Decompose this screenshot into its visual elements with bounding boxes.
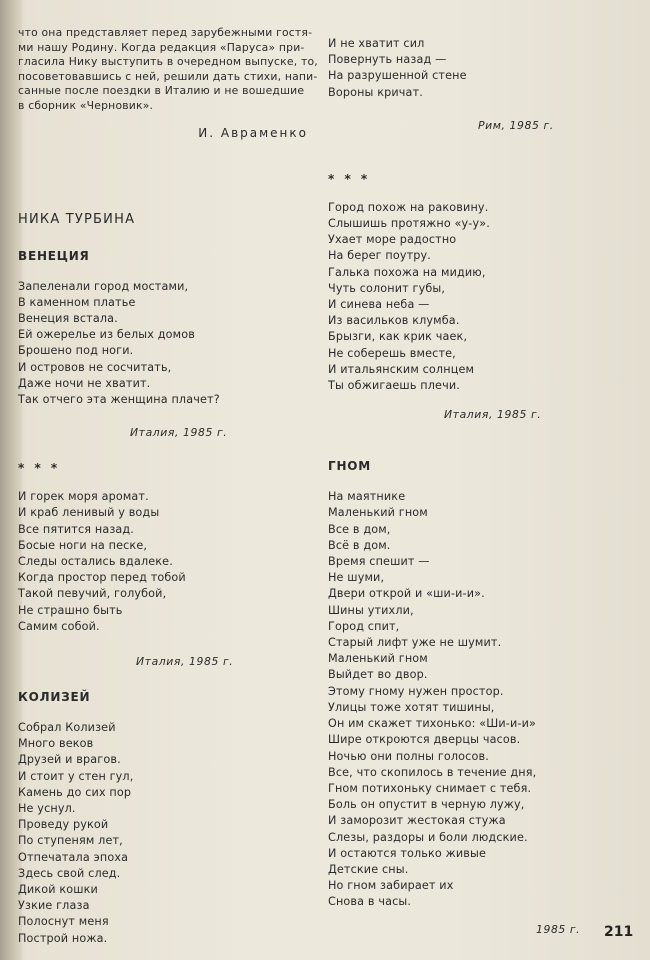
poem-title-venetsiya: ВЕНЕЦИЯ: [18, 248, 90, 263]
poem-line: Ночью они полны голосов.: [328, 749, 489, 763]
poem-line: Такой певучий, голубой,: [18, 587, 167, 601]
poem-line: Отпечатала эпоха: [18, 850, 129, 864]
poem-line: И остаются только живые: [328, 846, 487, 860]
poem-line: Снова в часы.: [328, 895, 412, 909]
poem-line: Босые ноги на песке,: [18, 538, 148, 552]
poet-name: НИКА ТУРБИНА: [18, 211, 136, 227]
poem-line: И не хватит сил: [328, 37, 425, 50]
intro-line: что она представляет перед зарубежными гостя-: [18, 26, 313, 39]
page-number: 211: [604, 924, 634, 940]
poem-line: На берег поутру.: [328, 249, 431, 263]
intro-paragraph: [18, 26, 318, 114]
poem-line: Друзей и врагов.: [18, 753, 121, 767]
poem-line: И синева неба —: [328, 298, 430, 312]
poem-line: Ей ожерелье из белых домов: [18, 328, 195, 342]
section-stars: * * *: [18, 461, 61, 476]
poem-line: Двери открой и «ши-и-и».: [328, 587, 485, 601]
poem-line: Чуть солонит губы,: [328, 281, 446, 295]
section-stars: * * *: [328, 171, 371, 186]
poem-line: Венеция встала.: [18, 311, 118, 325]
poem-line: И островов не сосчитать,: [18, 360, 172, 374]
poem-line: И итальянским солнцем: [328, 362, 475, 376]
poem-date: 1985 г.: [536, 922, 581, 936]
poem-gnom: [328, 489, 628, 910]
poem-line: Брызги, как крик чаек,: [328, 330, 468, 344]
poem-line: Ухает море радостно: [328, 233, 457, 247]
poem-line: Город спит,: [328, 619, 400, 633]
intro-line: санные после поездки в Италию и не вошедшие: [18, 84, 305, 98]
poem-line: Следы остались вдалеке.: [18, 555, 173, 568]
poem-line: Маленький гном: [328, 652, 428, 666]
poem-line: Время спешит —: [328, 555, 430, 569]
intro-line: ми нашу Родину. Когда редакция «Паруса» при-: [18, 40, 305, 54]
poem-line: Так отчего эта женщина плачет?: [18, 392, 220, 406]
poem-line: Когда простор перед тобой: [18, 571, 186, 585]
poem-line: Галька похожа на мидию,: [328, 265, 486, 279]
poem-date: Италия, 1985 г.: [130, 426, 228, 440]
poem-line: Дикой кошки: [18, 883, 98, 897]
poem-line: И горек моря аромат.: [18, 490, 149, 504]
poem-line: Все в дом,: [328, 522, 391, 536]
poem-line: Здесь свой след.: [18, 866, 121, 880]
poem-kolizey: [18, 720, 308, 947]
intro-line: гласила Нику выступить в очередном выпуске, то,: [18, 55, 318, 69]
poem-line: Слышишь протяжно «у-у».: [328, 217, 490, 231]
poem-line: Но гном забирает их: [328, 879, 454, 893]
poem-venetsiya: [18, 279, 308, 409]
poem-line: Гном потихоньку снимает с тебя.: [328, 781, 532, 795]
poem-line: Полоснут меня: [18, 915, 109, 929]
poem-line: На разрушенной стене: [328, 69, 467, 83]
poem-line: Запеленали город мостами,: [18, 279, 189, 293]
poem-line: Маленький гном: [328, 506, 428, 520]
right-column: [328, 36, 628, 936]
poem-line: Самим собой.: [18, 619, 100, 633]
poem-line: Не шуми,: [328, 571, 385, 585]
poem-line: Шины утихли,: [328, 603, 414, 617]
poem-line: На маятнике: [328, 490, 406, 504]
poem-line: Брошено под ноги.: [18, 344, 134, 358]
poem-title-gnom: ГНОМ: [328, 459, 372, 474]
poem-line: И заморозит жестокая стужа: [328, 814, 506, 828]
poem-line: Не страшно быть: [18, 603, 123, 617]
poem-date: Италия, 1985 г.: [444, 408, 542, 422]
poem-line: Старый лифт уже не шумит.: [328, 636, 502, 650]
poem-line: Камень до сих пор: [18, 785, 132, 799]
poem-line: Всё в дом.: [328, 538, 391, 552]
intro-author: И. Авраменко: [198, 125, 308, 140]
poem-line: Город похож на раковину.: [328, 200, 489, 214]
poem-line: Детские сны.: [328, 862, 409, 876]
poem-line: Ты обжигаешь плечи.: [328, 379, 460, 393]
poem-gorek: [18, 489, 308, 635]
poem-date: Италия, 1985 г.: [136, 655, 234, 669]
poem-line: В каменном платье: [18, 295, 136, 309]
poem-title-kolizey: КОЛИЗЕЙ: [18, 690, 91, 705]
poem-line: Вороны кричат.: [328, 85, 423, 99]
intro-line: в сборник «Черновик».: [18, 98, 154, 112]
poem-line: Построй ножа.: [18, 931, 108, 945]
poem-gorod: [328, 200, 628, 394]
poem-date: Рим, 1985 г.: [478, 118, 554, 132]
poem-line: Боль он опустит в черную лужу,: [328, 798, 525, 812]
poem-line: Не уснул.: [18, 802, 76, 816]
poem-line: И краб ленивый у воды: [18, 506, 160, 520]
poem-line: Собрал Колизей: [18, 721, 116, 735]
poem-line: Из васильков клумба.: [328, 314, 460, 328]
poem-line: Все, что скопилось в течение дня,: [328, 765, 537, 779]
poem-line: Этому гному нужен простор.: [328, 684, 504, 698]
poem-line: Выйдет во двор.: [328, 668, 428, 682]
poem-line: Повернуть назад —: [328, 53, 447, 67]
poem-line: И стоит у стен гул,: [18, 769, 134, 783]
poem-sil: [328, 36, 628, 101]
poem-line: Много веков: [18, 737, 94, 751]
poem-line: Улицы тоже хотят тишины,: [328, 700, 495, 714]
poem-line: По ступеням лет,: [18, 834, 123, 848]
poem-line: Узкие глаза: [18, 899, 90, 913]
intro-line: посоветовавшись с ней, решили дать стихи, напи-: [18, 69, 318, 83]
poem-line: Слезы, раздоры и боли людские.: [328, 830, 528, 844]
poem-line: Проведу рукой: [18, 818, 109, 832]
left-column: [18, 26, 318, 947]
poem-line: Все пятится назад.: [18, 522, 135, 536]
poem-line: Не соберешь вместе,: [328, 346, 456, 360]
poem-line: Он им скажет тихонько: «Ши-и-и»: [328, 717, 537, 731]
poem-line: Даже ночи не хватит.: [18, 376, 151, 390]
poem-line: Шире откроются дверцы часов.: [328, 733, 521, 747]
